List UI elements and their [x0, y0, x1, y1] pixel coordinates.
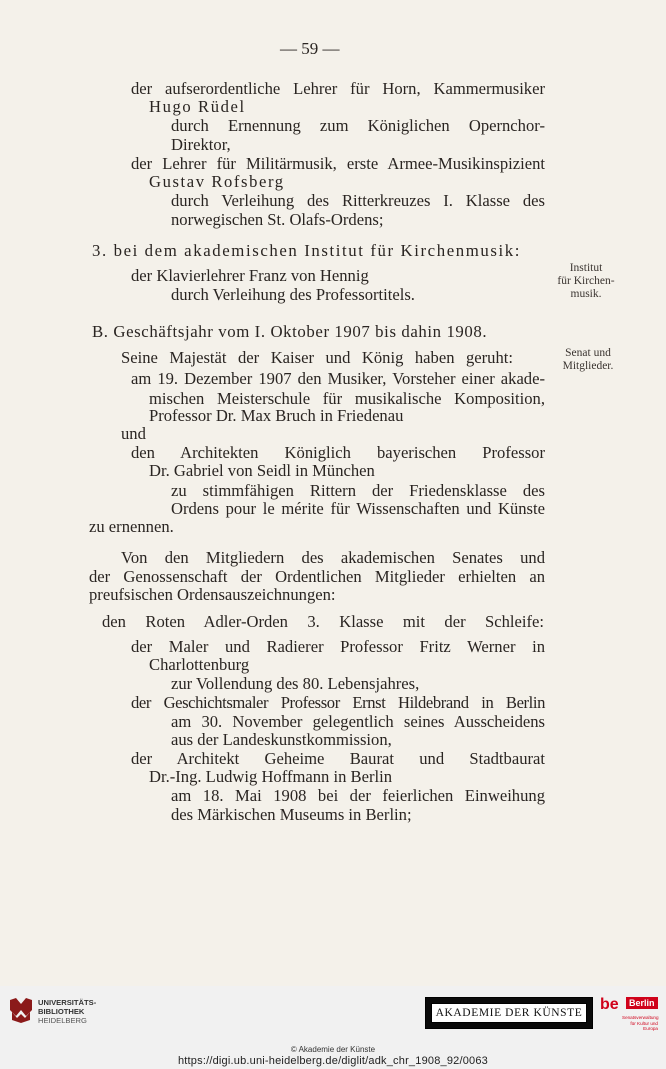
text-line: den Architekten Königlich bayerischen Professor — [131, 443, 545, 462]
text-line: der Klavierlehrer Franz von Hennig — [131, 266, 369, 285]
text-line: der Geschichtsmaler Professor Ernst Hildebrand in Berlin — [131, 693, 545, 712]
berlin-logo[interactable] — [600, 993, 658, 1033]
text-line: Ordens pour le mérite für Wissenschaften und Künste — [171, 499, 545, 518]
text-line: durch Verleihung des Professortitels. — [171, 285, 415, 304]
university-library-name — [38, 998, 96, 1025]
text-line: mischen Meisterschule für musikalische Komposition, — [149, 389, 545, 408]
berlin-sub-line: Senatsverwaltung — [622, 1015, 659, 1020]
text-line: des Märkischen Museums in Berlin; — [171, 805, 412, 824]
university-library-logo-icon — [8, 996, 34, 1024]
text-line: am 18. Mai 1908 bei der feierlichen Einweihung — [171, 786, 545, 805]
library-line: HEIDELBERG — [38, 1016, 87, 1025]
text-line: Gustav Rofsberg — [149, 172, 285, 191]
text-line: der Maler und Radierer Professor Fritz Werner in — [131, 637, 545, 656]
text-line: am 30. November gelegentlich seines Ausscheidens — [171, 712, 545, 731]
text-line: und — [121, 424, 146, 443]
akademie-label: AKADEMIE DER KÜNSTE — [431, 1003, 587, 1023]
library-line: BIBLIOTHEK — [38, 1007, 85, 1016]
margin-note-line: Institut — [569, 262, 603, 274]
text-line: Von den Mitgliedern des akademischen Senates und — [121, 548, 545, 567]
text-line: zur Vollendung des 80. Lebensjahres, — [171, 674, 420, 693]
section-heading: B. Geschäftsjahr vom I. Oktober 1907 bis dahin 1908. — [92, 322, 488, 341]
margin-note-line: Senat und — [565, 347, 611, 359]
text-line: aus der Landeskunstkommission, — [171, 730, 392, 749]
text-line: der aufserordentliche Lehrer für Horn, Kammermusiker — [131, 79, 545, 98]
permalink-url[interactable]: https://digi.ub.uni-heidelberg.de/diglit/adk_chr_1908_92/0063 — [177, 1055, 489, 1067]
berlin-senate-text — [622, 1015, 658, 1032]
text-line: durch Verleihung des Ritterkreuzes I. Klasse des — [171, 191, 545, 210]
text-line: norwegischen St. Olafs-Ordens; — [171, 210, 384, 229]
text-line: Direktor, — [171, 135, 231, 154]
text-line: am 19. Dezember 1907 den Musiker, Vorsteher einer akade- — [131, 369, 545, 388]
section-heading: 3. bei dem akademischen Institut für Kirchenmusik: — [92, 241, 522, 260]
text-line: Hugo Rüdel — [149, 97, 246, 116]
page-number: — 59 — — [280, 39, 340, 58]
text-line: Dr.-Ing. Ludwig Hoffmann in Berlin — [149, 767, 393, 786]
margin-note-line: Mitglieder. — [562, 360, 614, 372]
margin-note-institut — [548, 262, 624, 301]
text-line: zu ernennen. — [89, 517, 174, 536]
berlin-label: Berlin — [626, 997, 658, 1009]
margin-note-senat — [552, 347, 624, 373]
text-line: Dr. Gabriel von Seidl in München — [149, 461, 375, 480]
text-line: Seine Majestät der Kaiser und König haben geruht: — [121, 348, 513, 367]
section-heading: den Roten Adler-Orden 3. Klasse mit der Schleife: — [102, 612, 544, 631]
library-line: UNIVERSITÄTS- — [38, 998, 97, 1007]
text-line: Charlottenburg — [149, 655, 250, 674]
berlin-sub-line: für Kultur und Europa — [630, 1020, 658, 1031]
text-line: der Lehrer für Militärmusik, erste Armee-Musikinspizient — [131, 154, 545, 173]
text-line: der Genossenschaft der Ordentlichen Mitglieder erhielten an — [89, 567, 545, 586]
text-line: Professor Dr. Max Bruch in Friedenau — [149, 406, 404, 425]
margin-note-line: musik. — [570, 288, 602, 300]
margin-note-line: für Kirchen- — [557, 275, 615, 287]
berlin-be-mark: be — [600, 996, 619, 1013]
text-line: preufsischen Ordensauszeichnungen: — [89, 585, 336, 604]
akademie-logo[interactable] — [425, 997, 593, 1029]
text-line: zu stimmfähigen Rittern der Friedensklasse des — [171, 481, 545, 500]
text-line: durch Ernennung zum Königlichen Opernchor- — [171, 116, 545, 135]
text-line: der Architekt Geheime Baurat und Stadtbaurat — [131, 749, 545, 768]
copyright-text: © Akademie der Künste — [290, 1045, 376, 1054]
